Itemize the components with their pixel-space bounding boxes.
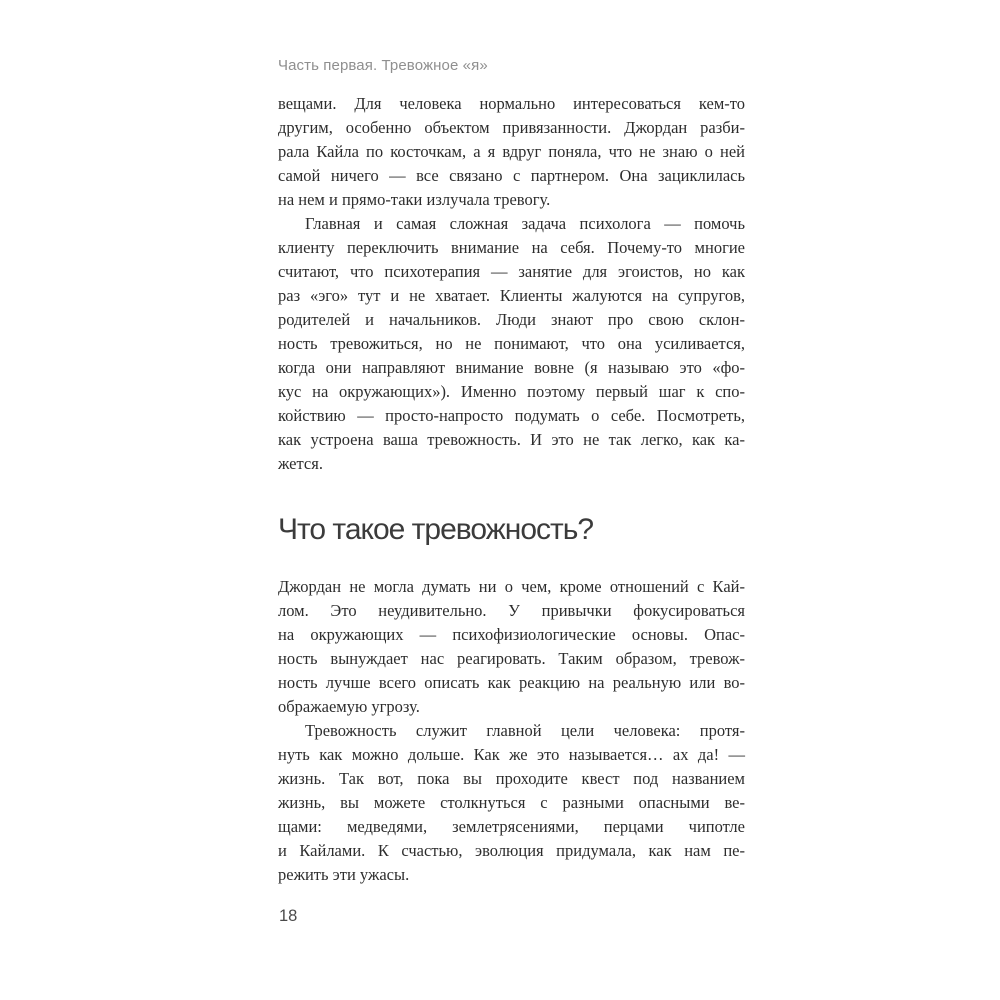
body-text-line: раз «эго» тут и не хватает. Клиенты жалуются на супругов, (278, 286, 745, 305)
body-text-line: на нем и прямо-таки излучала тревогу. (278, 190, 551, 209)
paragraph (278, 719, 745, 887)
body-text-line: когда они направляют внимание вовне (я называю это «фо- (278, 358, 745, 377)
body-text-line: рала Кайла по косточкам, а я вдруг поняла, что не знаю о ней (278, 142, 745, 161)
body-text-line: ность вынуждает нас реагировать. Таким образом, тревож- (278, 649, 745, 668)
body-text-line: самой ничего — все связано с партнером. Она зациклилась (278, 166, 745, 185)
body-text-line: жется. (278, 454, 323, 473)
body-text-line: Тревожность служит главной цели человека: протя- (305, 721, 745, 740)
page-number: 18 (279, 907, 298, 925)
body-text-line: койствию — просто-напросто подумать о себе. Посмотреть, (278, 406, 745, 425)
body-text-line: клиенту переключить внимание на себя. Почему-то многие (278, 238, 745, 257)
body-text-line: кус на окружающих»). Именно поэтому первый шаг к спо- (278, 382, 745, 401)
body-text-line: ность тревожиться, но не понимают, что она усиливается, (278, 334, 745, 353)
body-text (278, 92, 745, 887)
body-text-line: другим, особенно объектом привязанности. Джордан разби- (278, 118, 745, 137)
body-text-line: считают, что психотерапия — занятие для эгоистов, но как (278, 262, 745, 281)
paragraph (278, 575, 745, 719)
body-text-line: ображаемую угрозу. (278, 697, 420, 716)
body-text-line: жизнь. Так вот, пока вы проходите квест под названием (278, 769, 745, 788)
body-text-line: на окружающих — психофизиологические основы. Опас- (278, 625, 745, 644)
body-text-line: ность лучше всего описать как реакцию на реальную или во- (278, 673, 745, 692)
running-header: Часть первая. Тревожное «я» (278, 57, 488, 74)
body-text-line: жизнь, вы можете столкнуться с разными опасными ве- (278, 793, 745, 812)
section-heading: Что такое тревожность? (278, 513, 594, 546)
body-text-line: Джордан не могла думать ни о чем, кроме отношений с Кай- (278, 577, 745, 596)
body-text-line: и Кайлами. К счастью, эволюция придумала, как нам пе- (278, 841, 745, 860)
body-text-line: режить эти ужасы. (278, 865, 410, 884)
body-text-line: щами: медведями, землетрясениями, перцами чипотле (278, 817, 745, 836)
body-text-line: вещами. Для человека нормально интересоваться кем-то (278, 94, 745, 113)
paragraph (278, 92, 745, 212)
paragraph (278, 212, 745, 476)
body-text-line: лом. Это неудивительно. У привычки фокусироваться (278, 601, 745, 620)
body-text-line: родителей и начальников. Люди знают про свою склон- (278, 310, 745, 329)
body-text-line: Главная и самая сложная задача психолога — помочь (305, 214, 745, 233)
body-text-line: нуть как можно дольше. Как же это называется… ах да! — (278, 745, 745, 764)
body-text-line: как устроена ваша тревожность. И это не так легко, как ка- (278, 430, 745, 449)
